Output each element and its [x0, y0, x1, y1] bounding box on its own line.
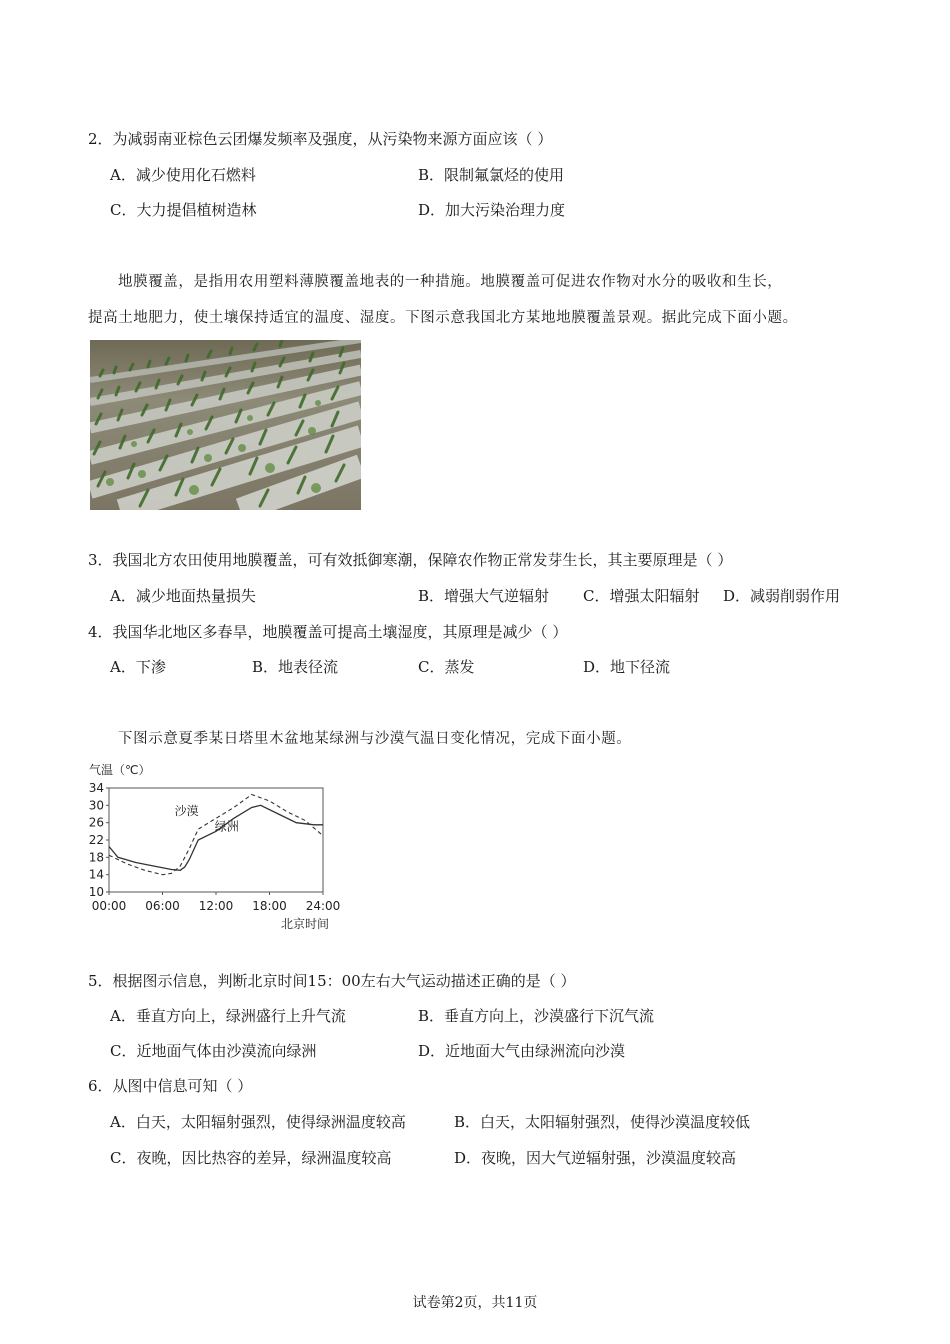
chart-xtick-label: 00:00 — [91, 899, 127, 913]
question-2-stem: 2．为减弱南亚棕色云团爆发频率及强度，从污染物来源方面应该（ ） — [88, 130, 553, 148]
question-2-option-d: D．加大污染治理力度 — [418, 201, 566, 219]
chart-plot-frame — [109, 788, 323, 892]
question-6-option-d: D．夜晚，因大气逆辐射强，沙漠温度较高 — [454, 1149, 737, 1167]
chart-ytick-label: 22 — [88, 833, 104, 847]
chart-ytick-label: 10 — [88, 885, 104, 899]
question-3-option-c: C．增强太阳辐射 — [583, 587, 700, 605]
chart-xtick-label: 06:00 — [145, 899, 180, 913]
chart-xtick-label: 18:00 — [252, 899, 287, 913]
question-4-option-d: D．地下径流 — [583, 658, 671, 676]
chart-ylabel: 气温（℃） — [89, 763, 151, 777]
question-6-option-c: C．夜晚，因比热容的差异，绿洲温度较高 — [110, 1149, 392, 1167]
question-5-option-c: C．近地面气体由沙漠流向绿洲 — [110, 1042, 317, 1060]
question-5-option-b: B．垂直方向上，沙漠盛行下沉气流 — [418, 1007, 655, 1025]
question-3-option-b: B．增强大气逆辐射 — [418, 587, 550, 605]
chart-ytick-label: 30 — [88, 798, 104, 813]
chart-ytick-label: 18 — [88, 850, 104, 865]
page-footer: 试卷第2页，共11页 — [412, 1295, 538, 1311]
question-4-stem: 4．我国华北地区多春旱，地膜覆盖可提高土壤湿度，其原理是减少（ ） — [88, 623, 568, 641]
chart-series-line-1 — [109, 795, 323, 875]
question-6-option-a: A．白天，太阳辐射强烈，使得绿洲温度较高 — [110, 1113, 406, 1131]
passage-2-line-1: 下图示意夏季某日塔里木盆地某绿洲与沙漠气温日变化情况，完成下面小题。 — [118, 731, 632, 747]
passage-1-line-2: 提高土地肥力，使土壤保持适宜的温度、湿度。下图示意我国北方某地地膜覆盖景观。据此完成下面小题。 — [88, 310, 798, 326]
chart-series-label-desert: 沙漠 — [174, 803, 199, 818]
chart-xlabel: 北京时间 — [281, 917, 330, 931]
chart-series-label-oasis: 绿洲 — [214, 819, 239, 834]
chart-ytick-label: 26 — [88, 815, 104, 830]
question-3-option-d: D．减弱削弱作用 — [723, 587, 841, 605]
question-4-option-c: C．蒸发 — [418, 658, 475, 676]
passage-1-line-1: 地膜覆盖，是指用农用塑料薄膜覆盖地表的一种措施。地膜覆盖可促进农作物对水分的吸收和生长， — [118, 274, 783, 290]
temperature-line-chart — [85, 758, 345, 936]
question-4-option-a: A．下渗 — [110, 658, 166, 676]
question-4-option-b: B．地表径流 — [252, 658, 339, 676]
question-5-stem: 5．根据图示信息，判断北京时间15：00左右大气运动描述正确的是（ ） — [88, 972, 576, 990]
chart-ytick-label: 34 — [88, 781, 104, 795]
question-2-option-b: B．限制氟氯烃的使用 — [418, 166, 565, 184]
question-2-option-c: C．大力提倡植树造林 — [110, 201, 257, 219]
question-2-option-a: A．减少使用化石燃料 — [110, 166, 256, 184]
mulch-field-photo — [90, 340, 361, 510]
chart-xtick-label: 24:00 — [305, 899, 341, 913]
question-5-option-d: D．近地面大气由绿洲流向沙漠 — [418, 1042, 626, 1060]
question-3-option-a: A．减少地面热量损失 — [110, 587, 256, 605]
question-3-stem: 3．我国北方农田使用地膜覆盖，可有效抵御寒潮，保障农作物正常发芽生长，其主要原理是（ ） — [88, 551, 733, 569]
question-6-stem: 6．从图中信息可知（ ） — [88, 1077, 253, 1095]
chart-series-line-2 — [109, 805, 323, 870]
chart-ytick-label: 14 — [88, 867, 104, 882]
question-6-option-b: B．白天，太阳辐射强烈，使得沙漠温度较低 — [454, 1113, 751, 1131]
chart-xtick-label: 12:00 — [198, 899, 234, 913]
question-5-option-a: A．垂直方向上，绿洲盛行上升气流 — [110, 1007, 346, 1025]
